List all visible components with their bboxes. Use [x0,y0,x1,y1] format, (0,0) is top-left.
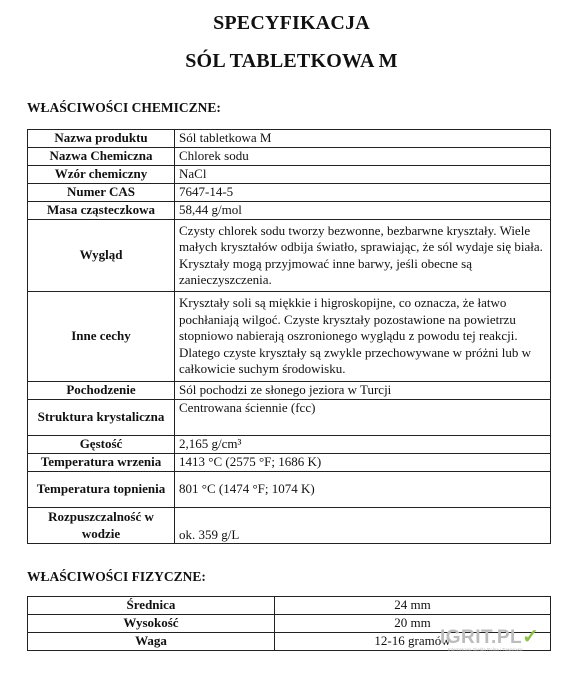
chemical-properties-heading: WŁAŚCIWOŚCI CHEMICZNE: [27,100,221,115]
row-label: Waga [28,633,275,651]
table-row [28,597,551,615]
row-label: Masa cząsteczkowa [28,202,175,220]
row-value: 20 mm [275,615,551,633]
row-label: Pochodzenie [28,382,175,400]
row-value: Kryształy soli są miękkie i higroskopijne, co oznacza, że łatwo pochłaniają wilgoć. Czyste kryształy pozostawione na powietrzu stopniowo nabierają oszronionego wyglądu z powodu tej reakcji. Dlatego czyste kryształy są zwykle przechowywane w próżni lub w całkowicie suchym środowisku. [175,292,551,382]
watermark-tagline: Internetowa Giełda Rolna i Towarowa [448,647,523,652]
watermark-name: IGRIT.PL [440,627,523,648]
row-label: Średnica [28,597,275,615]
checkmark-icon: ✓ [522,626,539,648]
row-value: Centrowana ściennie (fcc) [175,400,551,436]
row-label: Gęstość [28,436,175,454]
physical-properties-heading: WŁAŚCIWOŚCI FIZYCZNE: [27,569,206,584]
row-value: 24 mm [275,597,551,615]
row-value: 7647-14-5 [175,184,551,202]
row-value: ok. 359 g/L [175,508,551,544]
row-value: Sól tabletkowa M [175,130,551,148]
table-row [28,202,551,220]
igrit-watermark-logo [440,624,560,664]
table-row [28,436,551,454]
row-label: Rozpuszczalność w wodzie [28,508,175,544]
document-title: SPECYFIKACJA [213,12,370,34]
row-value: Chlorek sodu [175,148,551,166]
row-label: Inne cechy [28,292,175,382]
table-row [28,508,551,544]
row-value: Czysty chlorek sodu tworzy bezwonne, bezbarwne kryształy. Wiele małych kryształów odbija światło, sprawiając, że sól wydaje się biała. Kryształy mogą przyjmować inne barwy, jeśli obecne są zanieczyszczenia. [175,220,551,292]
table-row [28,166,551,184]
row-label: Wygląd [28,220,175,292]
row-value: 58,44 g/mol [175,202,551,220]
row-value: 12-16 gramów [275,633,551,651]
table-row [28,400,551,436]
chemical-properties-table [27,129,551,544]
row-value: 1413 °C (2575 °F; 1686 K) [175,454,551,472]
table-row [28,148,551,166]
row-label: Temperatura wrzenia [28,454,175,472]
row-value: 2,165 g/cm³ [175,436,551,454]
table-row [28,292,551,382]
row-value: Sól pochodzi ze słonego jeziora w Turcji [175,382,551,400]
row-label: Struktura krystaliczna [28,400,175,436]
table-row [28,220,551,292]
row-label: Numer CAS [28,184,175,202]
row-label: Nazwa Chemiczna [28,148,175,166]
table-row [28,184,551,202]
row-value: NaCl [175,166,551,184]
table-row [28,130,551,148]
row-label: Wzór chemiczny [28,166,175,184]
table-row [28,472,551,508]
row-label: Temperatura topnienia [28,472,175,508]
row-label: Nazwa produktu [28,130,175,148]
table-row [28,382,551,400]
table-row [28,454,551,472]
row-value: 801 °C (1474 °F; 1074 K) [175,472,551,508]
row-label: Wysokość [28,615,275,633]
document-subtitle: SÓL TABLETKOWA M [185,50,398,72]
